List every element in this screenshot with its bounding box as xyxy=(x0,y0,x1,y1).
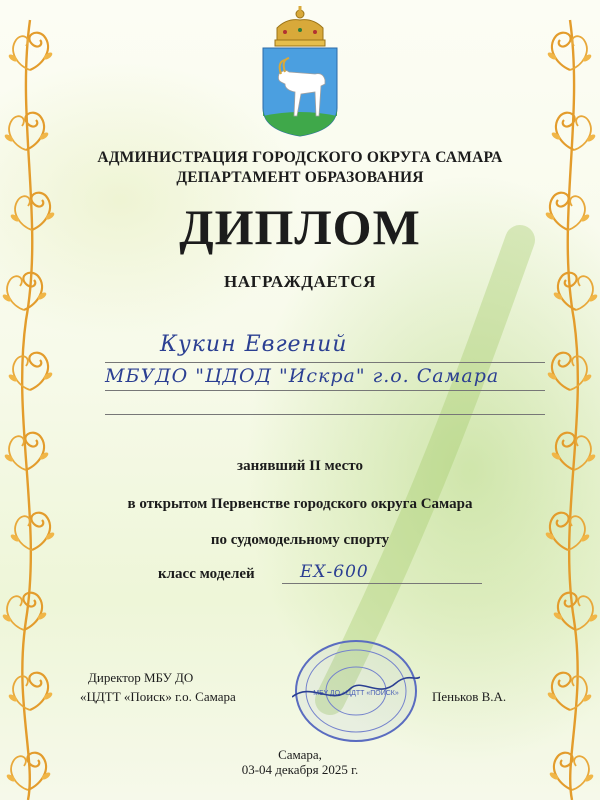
class-label: класс моделей xyxy=(158,566,255,582)
signer-position-line1: Директор МБУ ДО xyxy=(88,670,194,685)
diploma-title: ДИПЛОМ xyxy=(179,199,421,255)
organization-underline xyxy=(105,390,545,391)
recipient-organization: МБУДО "ЦДОД "Искра" г.о. Самара xyxy=(105,365,500,387)
signer-name: Пеньков В.А. xyxy=(432,689,507,704)
class-value: ЕХ-600 xyxy=(300,562,369,582)
department-heading: ДЕПАРТАМЕНТ ОБРАЗОВАНИЯ xyxy=(176,169,424,186)
signer-position-line2: «ЦДТТ «Поиск» г.о. Самара xyxy=(80,689,236,704)
event-text: в открытом Первенстве городского округа Самара xyxy=(127,496,473,512)
name-underline xyxy=(105,362,545,363)
administration-heading: АДМИНИСТРАЦИЯ ГОРОДСКОГО ОКРУГА САМАРА xyxy=(97,149,503,166)
footer-city: Самара, xyxy=(278,747,322,762)
blank-underline xyxy=(105,414,545,415)
sport-text: по судомодельному спорту xyxy=(210,532,390,548)
official-stamp xyxy=(292,637,420,745)
awarded-heading: НАГРАЖДАЕТСЯ xyxy=(223,272,376,291)
place-text: занявший II место xyxy=(237,458,363,474)
left-ornament xyxy=(1,20,55,800)
stamp-text: МБУ ДО «ЦДТТ «ПОИСК» xyxy=(313,690,399,697)
right-ornament xyxy=(544,20,598,800)
recipient-name: Кукин Евгений xyxy=(160,332,348,357)
footer-date: 03-04 декабря 2025 г. xyxy=(241,762,359,777)
samara-coat-of-arms-icon xyxy=(255,4,345,139)
class-underline xyxy=(282,583,482,584)
